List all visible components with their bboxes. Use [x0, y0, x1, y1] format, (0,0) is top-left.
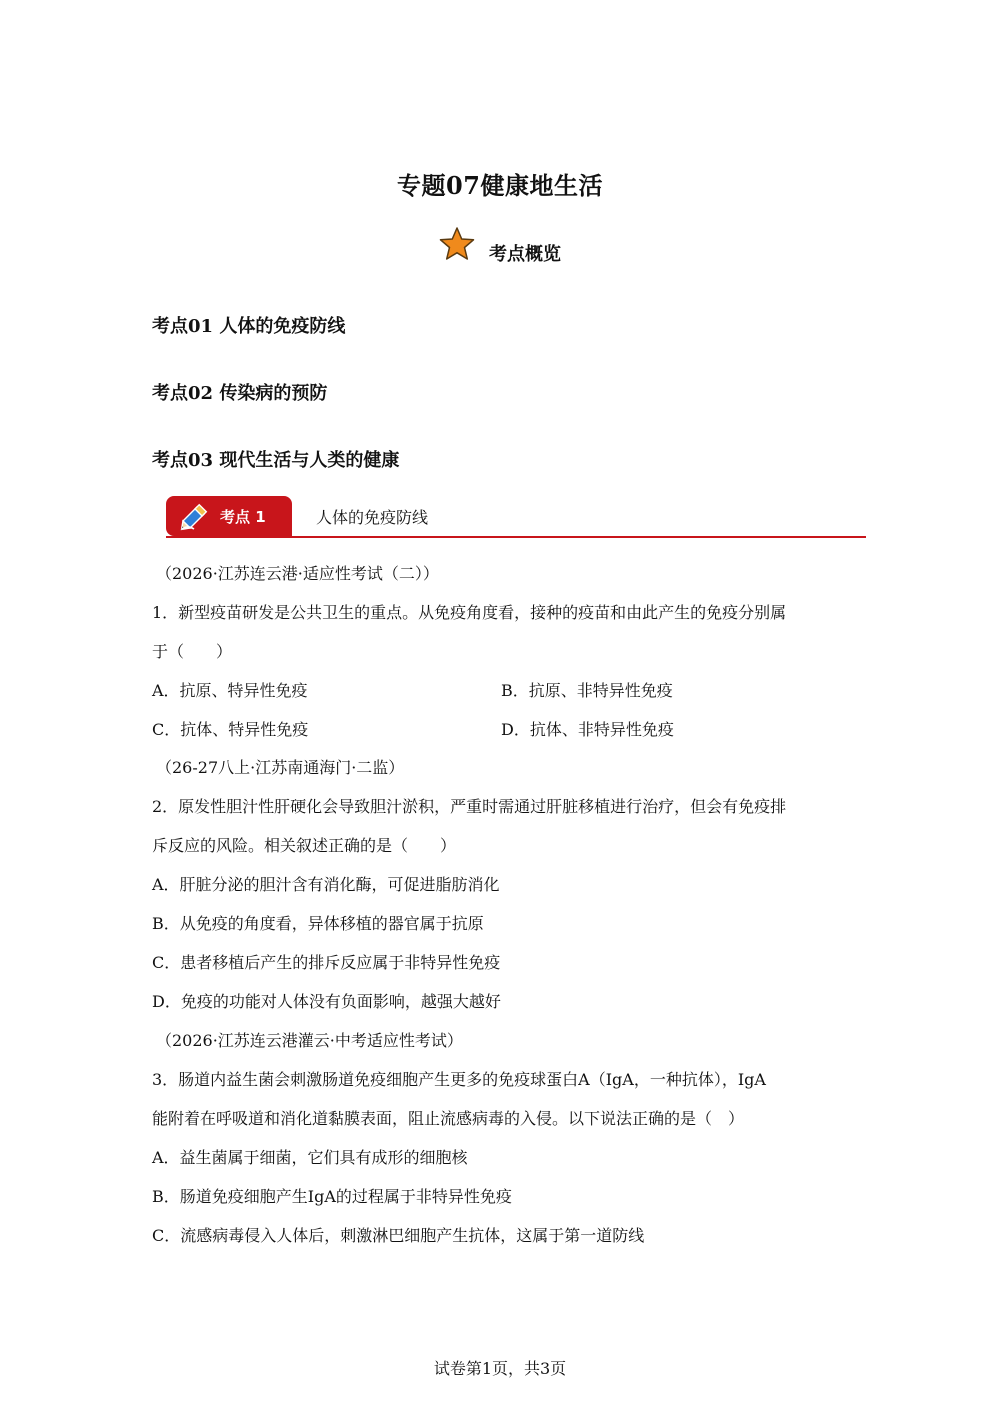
- option-a[interactable]: A．抗原、特异性免疫: [152, 681, 308, 700]
- question-stem-line: 3．肠道内益生菌会刺激肠道免疫细胞产生更多的免疫球蛋白A（IgA，一种抗体），IgA: [152, 1070, 766, 1089]
- overview-label: 考点概览: [489, 244, 561, 265]
- question-stem-line: 2．原发性胆汁性肝硬化会导致胆汁淤积，严重时需通过肝脏移植进行治疗，但会有免疫排: [152, 797, 787, 816]
- option-c[interactable]: C．抗体、特异性免疫: [152, 720, 309, 739]
- question-3: [152, 1022, 852, 1255]
- option-a[interactable]: A．肝脏分泌的胆汁含有消化酶，可促进脂肪消化: [152, 875, 500, 894]
- overview-heading: [0, 226, 1000, 266]
- question-stem-line: 1．新型疫苗研发是公共卫生的重点。从免疫角度看，接种的疫苗和由此产生的免疫分别属: [152, 603, 787, 622]
- question-source: （26-27八上·江苏南通海门·二监）: [156, 758, 405, 777]
- toc-item-1: 考点01 人体的免疫防线: [152, 316, 346, 337]
- question-source: （2026·江苏连云港·适应性考试（二））: [156, 564, 439, 583]
- section-divider: [166, 536, 866, 538]
- section-tab: [166, 496, 292, 536]
- section-tab-label: 考点 1: [220, 507, 266, 526]
- option-b[interactable]: B．肠道免疫细胞产生IgA的过程属于非特异性免疫: [152, 1187, 512, 1206]
- question-stem-line: 斥反应的风险。相关叙述正确的是（ ）: [152, 836, 457, 855]
- option-row: [152, 671, 852, 710]
- star-icon: [439, 226, 475, 262]
- page-footer: 试卷第1页，共3页: [433, 1359, 567, 1378]
- section-title: 人体的免疫防线: [316, 508, 429, 527]
- section-banner: [166, 496, 866, 538]
- pencil-icon: [178, 499, 212, 533]
- option-c[interactable]: C．患者移植后产生的排斥反应属于非特异性免疫: [152, 953, 501, 972]
- page-title: 专题07健康地生活: [397, 171, 603, 200]
- option-b[interactable]: B．抗原、非特异性免疫: [501, 681, 673, 700]
- question-1: [152, 555, 852, 749]
- question-stem-line: 能附着在呼吸道和消化道黏膜表面，阻止流感病毒的入侵。以下说法正确的是（ ）: [152, 1109, 745, 1128]
- option-b[interactable]: B．从免疫的角度看，异体移植的器官属于抗原: [152, 914, 484, 933]
- option-c[interactable]: C．流感病毒侵入人体后，刺激淋巴细胞产生抗体，这属于第一道防线: [152, 1226, 645, 1245]
- toc-item-2: 考点02 传染病的预防: [152, 383, 328, 404]
- option-d[interactable]: D．抗体、非特异性免疫: [501, 720, 674, 739]
- option-d[interactable]: D．免疫的功能对人体没有负面影响，越强大越好: [152, 992, 501, 1011]
- question-stem-line: 于（ ）: [152, 642, 233, 661]
- question-2: [152, 749, 852, 1021]
- option-a[interactable]: A．益生菌属于细菌，它们具有成形的细胞核: [152, 1148, 468, 1167]
- toc-item-3: 考点03 现代生活与人类的健康: [152, 450, 400, 471]
- question-source: （2026·江苏连云港灌云·中考适应性考试）: [156, 1031, 463, 1050]
- option-row: [152, 710, 852, 749]
